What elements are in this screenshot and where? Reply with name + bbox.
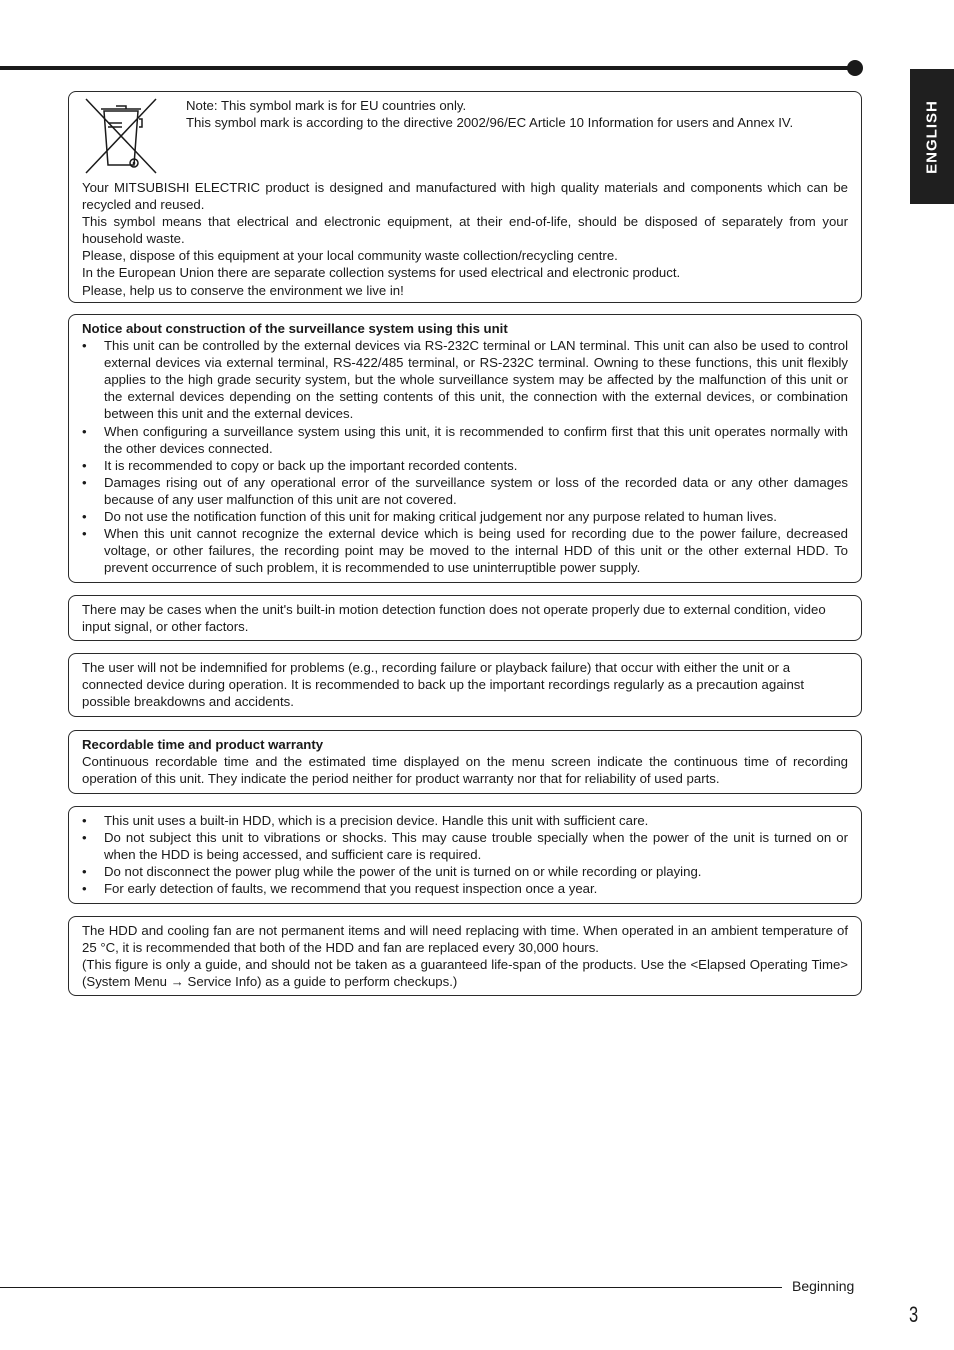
weee-paragraph: In the European Union there are separate collection systems for used electrical and electronic product.: [82, 265, 681, 281]
motion-detection-box: [68, 595, 862, 641]
weee-paragraph: This symbol means that electrical and electronic equipment, at their end-of-life, should be disposed of separately from your household waste.: [82, 214, 848, 247]
footer-section-label: Beginning: [792, 1278, 855, 1294]
weee-paragraph: Please, help us to conserve the environment we live in!: [82, 282, 404, 298]
list-item: • It is recommended to copy or back up the important recorded contents.: [82, 457, 848, 474]
indemnity-text: The user will not be indemnified for problems (e.g., recording failure or playback failure) that occur with either the unit or a connected device during operation. It is recommended to back up the important recordings regularly as a precaution against possible breakdowns and accidents.: [82, 660, 805, 710]
list-item: • Do not use the notification function of this unit for making critical judgement nor any purpose related to human lives.: [82, 508, 848, 525]
list-item: • This unit can be controlled by the external devices via RS-232C terminal or LAN terminal. This unit can also be used to control external devices via external terminal, RS-422/485 terminal, or RS-232C terminal. Owning to these functions, this unit flexibly applies to the high grade security system, but the whole surveillance system may be affected by the malfunction of this unit or the external devices depending on the setting contents of this unit, the connection with the external devices, or combination between this unit and the external devices.: [82, 337, 848, 422]
top-rule: [0, 66, 852, 70]
replacement-guide-text: (This figure is only a guide, and should not be taken as a guaranteed life-span of the products. Use the <Elapsed Operating Time> (System Menu → Service Info) as a guide to perform checkups.): [82, 957, 848, 990]
list-item: • For early detection of faults, we recommend that you request inspection once a year.: [82, 880, 848, 897]
list-item: • When configuring a surveillance system using this unit, it is recommended to confirm first that this unit operates normally with the other devices connected.: [82, 423, 848, 457]
crossed-out-wheelie-bin-icon: [84, 97, 158, 175]
weee-paragraph: Your MITSUBISHI ELECTRIC product is designed and manufactured with high quality materials and components which can be recycled and reused.: [82, 180, 848, 213]
indemnity-box: [68, 653, 862, 717]
replacement-box: [68, 916, 862, 996]
language-tab: [910, 69, 954, 204]
language-tab-label: ENGLISH: [923, 99, 941, 174]
list-item: • Damages rising out of any operational error of the surveillance system or loss of the recorded data or any other damages because of any user malfunction of this unit are not covered.: [82, 474, 848, 508]
page-number: 3: [909, 1302, 919, 1327]
surveillance-heading: Notice about construction of the surveillance system using this unit: [82, 321, 508, 336]
weee-note-eu-only: Note: This symbol mark is for EU countries only.: [186, 98, 467, 113]
list-item: • Do not subject this unit to vibrations or shocks. This may cause trouble specially when the power of the unit is turned on or when the HDD is being accessed, and sufficient care is required.: [82, 829, 848, 863]
surveillance-notice-box: [68, 314, 862, 583]
weee-header: [82, 97, 848, 179]
list-item: • When this unit cannot recognize the external device which is being used for recording due to the power failure, decreased voltage, or other failures, the recording point may be moved to the internal HDD of this unit or the other external HDD. To prevent occurrence of such problem, it is recommended to use uninterruptible power supply.: [82, 525, 848, 576]
weee-paragraph: Please, dispose of this equipment at your local community waste collection/recycling centre.: [82, 248, 618, 264]
weee-notice-box: [68, 91, 862, 303]
footer-rule: [0, 1287, 782, 1288]
recordable-time-heading: Recordable time and product warranty: [82, 737, 324, 752]
motion-detection-text: There may be cases when the unit's built-in motion detection function does not operate properly due to external condition, video input signal, or other factors.: [82, 602, 826, 635]
replacement-text: The HDD and cooling fan are not permanent items and will need replacing with time. When operated in an ambient temperature of 25 °C, it is recommended that both of the HDD and fan are replaced every 30,000 hours.: [82, 923, 848, 956]
recordable-time-box: [68, 730, 862, 794]
hdd-care-box: [68, 806, 862, 904]
surveillance-list: [82, 337, 848, 576]
list-item: • Do not disconnect the power plug while the power of the unit is turned on or while recording or playing.: [82, 863, 848, 880]
recordable-time-text: Continuous recordable time and the estimated time displayed on the menu screen indicate the continuous time of recording operation of this unit. They indicate the period neither for product warranty nor that for reliability of used parts.: [82, 754, 848, 787]
weee-notes: [186, 97, 793, 131]
weee-note-directive: This symbol mark is according to the directive 2002/96/EC Article 10 Information for users and Annex IV.: [186, 115, 794, 131]
hdd-care-list: [82, 812, 848, 897]
top-rule-dot: [847, 60, 863, 76]
list-item: • This unit uses a built-in HDD, which is a precision device. Handle this unit with sufficient care.: [82, 812, 848, 829]
